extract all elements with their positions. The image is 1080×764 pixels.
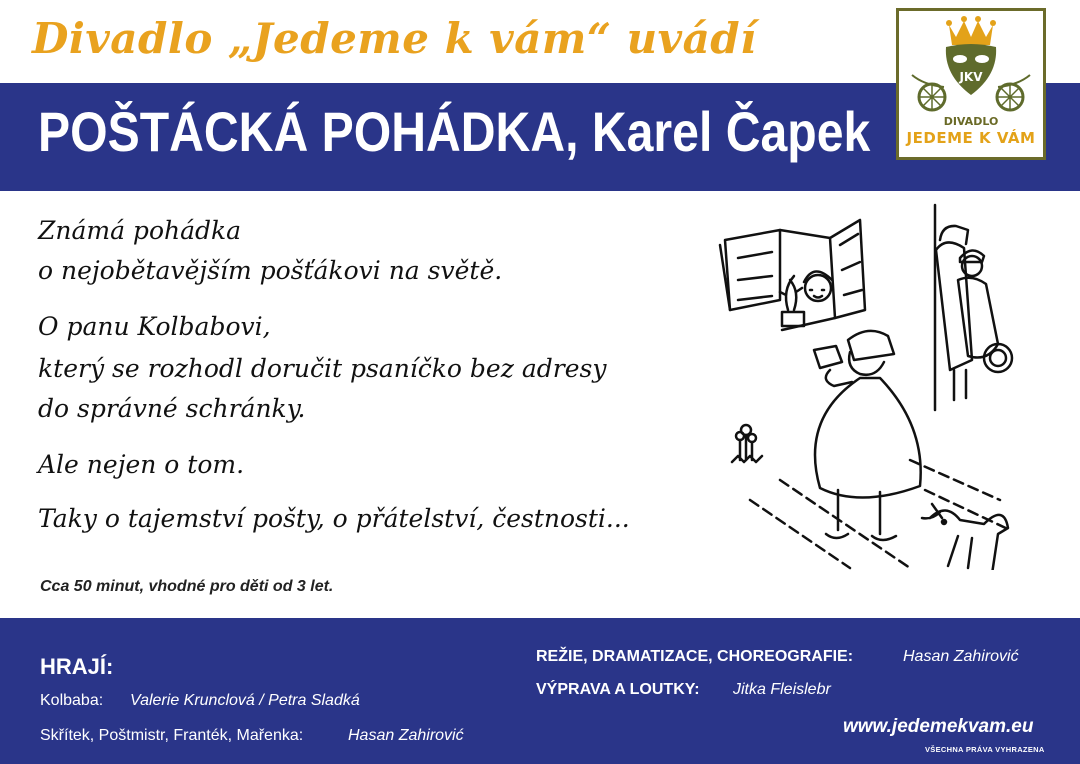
subtitle: Divadlo „Jedeme k vám“ uvádí bbox=[32, 14, 757, 63]
description-p3: Ale nejen o tom. bbox=[38, 450, 245, 479]
description-p1-line1: Známá pohádka bbox=[38, 216, 242, 245]
description-p2-line3: do správné schránky. bbox=[38, 394, 306, 423]
design-name: Jitka Fleislebr bbox=[733, 681, 831, 698]
logo-monogram: JKV bbox=[959, 70, 983, 84]
cast-role1-actor: Valerie Krunclová / Petra Sladká bbox=[130, 692, 360, 709]
direction-label: REŽIE, DRAMATIZACE, CHOREOGRAFIE: bbox=[536, 648, 854, 665]
rights-note: VŠECHNA PRÁVA VYHRAZENA bbox=[925, 745, 1045, 754]
cast-role2-label: Skřítek, Poštmistr, Franték, Mařenka: bbox=[40, 727, 304, 744]
cast-role2-actor: Hasan Zahirović bbox=[348, 727, 464, 744]
postman-illustration-icon bbox=[710, 200, 1030, 570]
cast-role1-label: Kolbaba: bbox=[40, 692, 104, 709]
logo-line2: JEDEME K VÁM bbox=[906, 129, 1036, 147]
logo-line1: DIVADLO bbox=[943, 115, 999, 128]
description-p1-line2: o nejobětavějším pošťákovi na světě. bbox=[38, 256, 503, 285]
website-link[interactable]: www.jedemekvam.eu bbox=[843, 716, 1034, 737]
page-title: POŠTÁCKÁ POHÁDKA, Karel Čapek bbox=[38, 100, 871, 163]
theatre-mask-crown-logo-icon bbox=[904, 15, 1038, 115]
description-p2-line2: který se rozhodl doručit psaníčko bez adresy bbox=[38, 354, 607, 383]
description-p4: Taky o tajemství pošty, o přátelství, čestnosti... bbox=[38, 504, 630, 533]
theatre-logo bbox=[896, 8, 1046, 160]
duration-note: Cca 50 minut, vhodné pro děti od 3 let. bbox=[40, 578, 334, 595]
description-p2-line1: O panu Kolbabovi, bbox=[38, 312, 271, 341]
design-label: VÝPRAVA A LOUTKY: bbox=[536, 681, 700, 698]
direction-name: Hasan Zahirović bbox=[903, 648, 1019, 665]
cast-heading: HRAJÍ: bbox=[40, 654, 114, 679]
